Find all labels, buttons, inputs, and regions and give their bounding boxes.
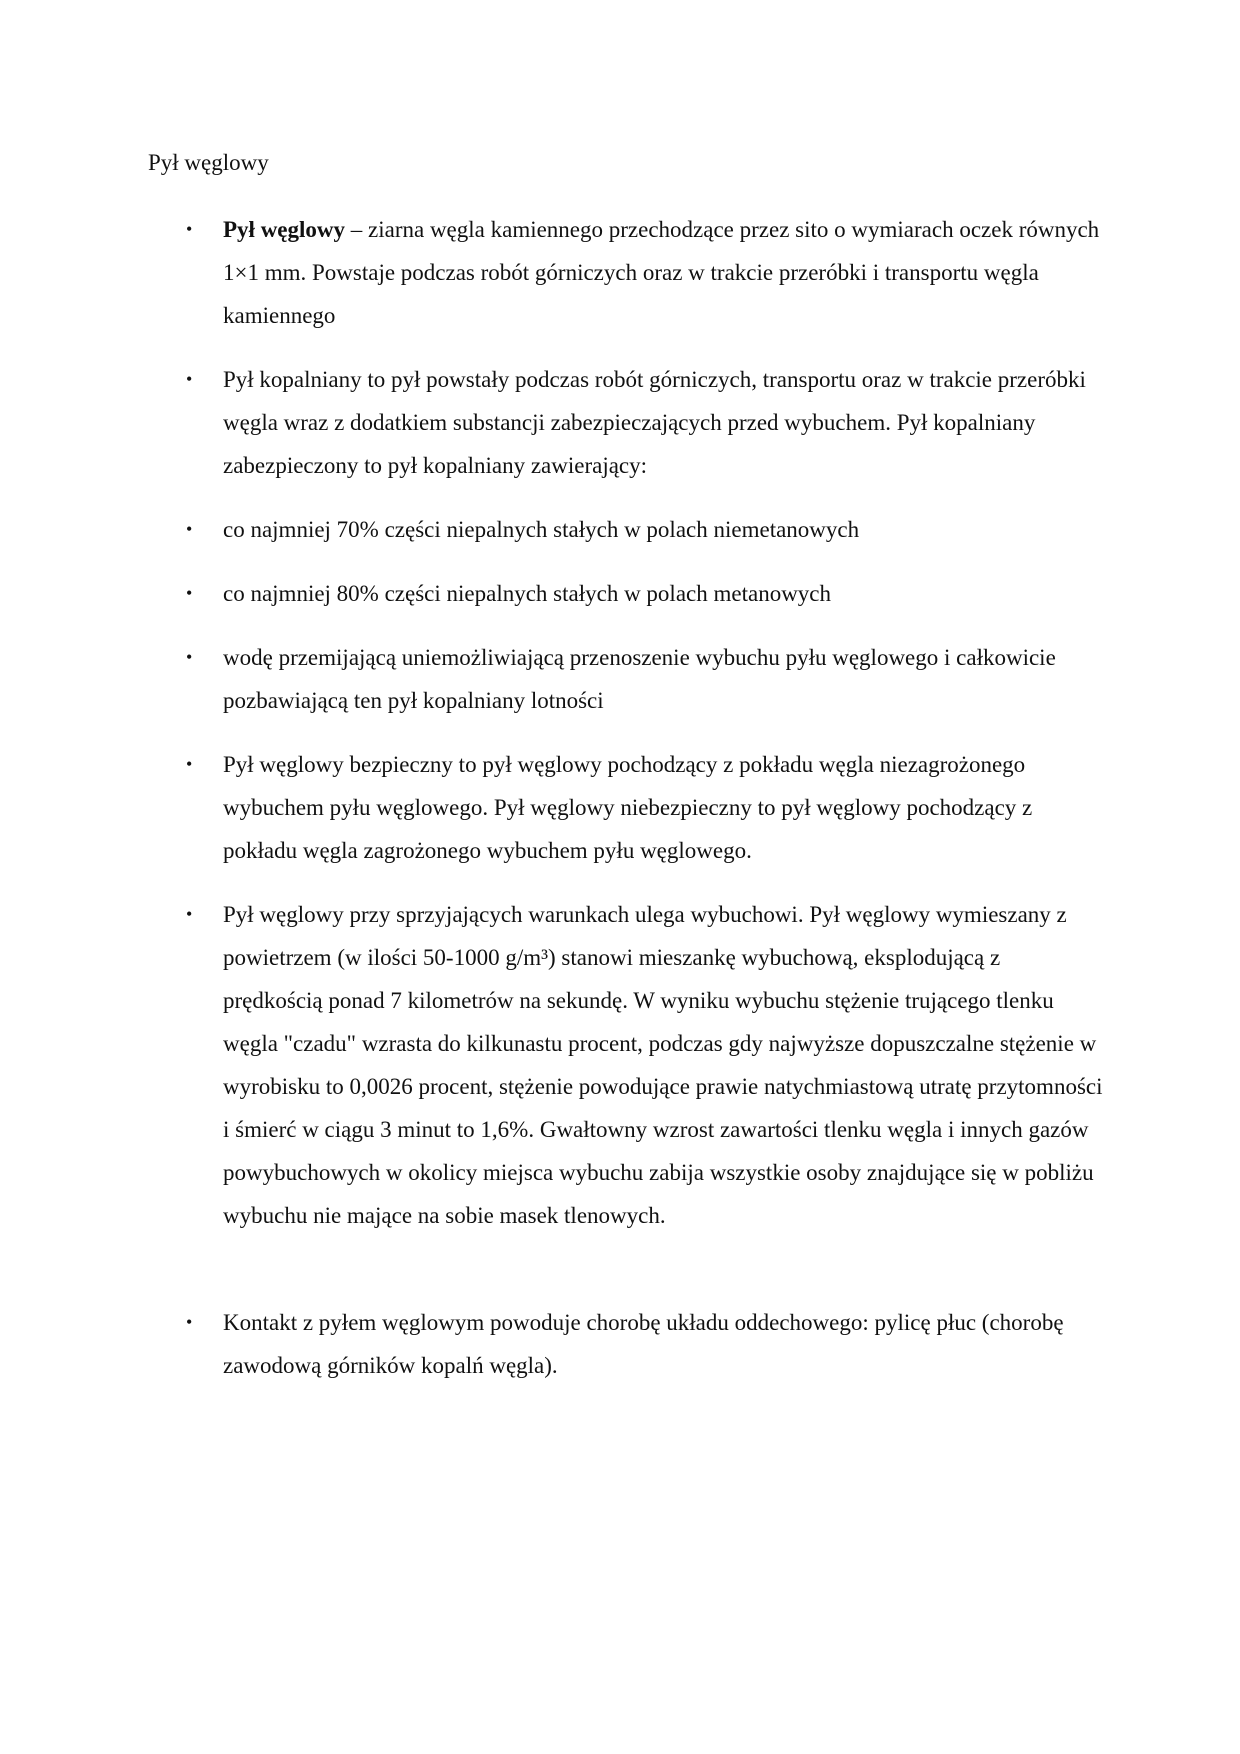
bullet-text: Pył kopalniany to pył powstały podczas robót górniczych, transportu oraz w trakcie przeróbki węgla wraz z dodatkiem substancji zabezpieczających przed wybuchem. Pył kopalniany zabezpieczony to pył kopalniany zawierający: xyxy=(223,367,1086,478)
bullet-icon: • xyxy=(186,219,193,239)
bullet-text: Pył węglowy bezpieczny to pył węglowy pochodzący z pokładu węgla niezagrożonego wybuchem pyłu węglowego. Pył węglowy niebezpieczny to pył węglowy pochodzący z pokładu węgla zagrożonego wybuchem pyłu węglowego. xyxy=(223,752,1033,863)
list-item xyxy=(186,743,1103,872)
list-item xyxy=(186,572,1103,615)
bullet-icon: • xyxy=(186,519,193,539)
bullet-text: Kontakt z pyłem węglowym powoduje chorobę układu oddechowego: pylicę płuc (chorobę zawodową górników kopalń węgla). xyxy=(223,1310,1064,1378)
bullet-text: Pył węglowy przy sprzyjających warunkach ulega wybuchowi. Pył węglowy wymieszany z powietrzem (w ilości 50-1000 g/m³) stanowi mieszankę wybuchową, eksplodującą z prędkością ponad 7 kilometrów na sekundę. W wyniku wybuchu stężenie trującego tlenku węgla "czadu" wzrasta do kilkunastu procent, podczas gdy najwyższe dopuszczalne stężenie w wyrobisku to 0,0026 procent, stężenie powodujące prawie natychmiastową utratę przytomności i śmierć w ciągu 3 minut to 1,6%. Gwałtowny wzrost zawartości tlenku węgla i innych gazów powybuchowych w okolicy miejsca wybuchu zabija wszystkie osoby znajdujące się w pobliżu wybuchu nie mające na sobie masek tlenowych. xyxy=(223,902,1103,1228)
bullet-icon: • xyxy=(186,647,193,667)
list-item xyxy=(186,208,1103,337)
bullet-text: co najmniej 80% części niepalnych stałych w polach metanowych xyxy=(223,581,832,606)
term-pyl-weglowy: Pył węglowy xyxy=(223,217,346,242)
bullet-icon: • xyxy=(186,369,193,389)
bullet-icon: • xyxy=(186,583,193,603)
document-title: Pył węglowy xyxy=(148,150,269,175)
list-item xyxy=(186,893,1103,1237)
bullet-text: wodę przemijającą uniemożliwiającą przenoszenie wybuchu pyłu węglowego i całkowicie pozbawiającą ten pył kopalniany lotności xyxy=(223,645,1056,713)
bullet-icon: • xyxy=(186,1312,193,1332)
list-item xyxy=(186,358,1103,487)
list-item xyxy=(186,1301,1103,1387)
definition-text: – ziarna węgla kamiennego przechodzące przez sito o wymiarach oczek równych 1×1 mm. Powstaje podczas robót górniczych oraz w trakcie przeróbki i transportu węgla kamiennego xyxy=(223,217,1100,328)
bullet-text: co najmniej 70% części niepalnych stałych w polach niemetanowych xyxy=(223,517,860,542)
list-item xyxy=(186,636,1103,722)
bullet-icon: • xyxy=(186,754,193,774)
bullet-text xyxy=(223,208,1103,337)
list-item xyxy=(186,508,1103,551)
bullet-icon: • xyxy=(186,904,193,924)
